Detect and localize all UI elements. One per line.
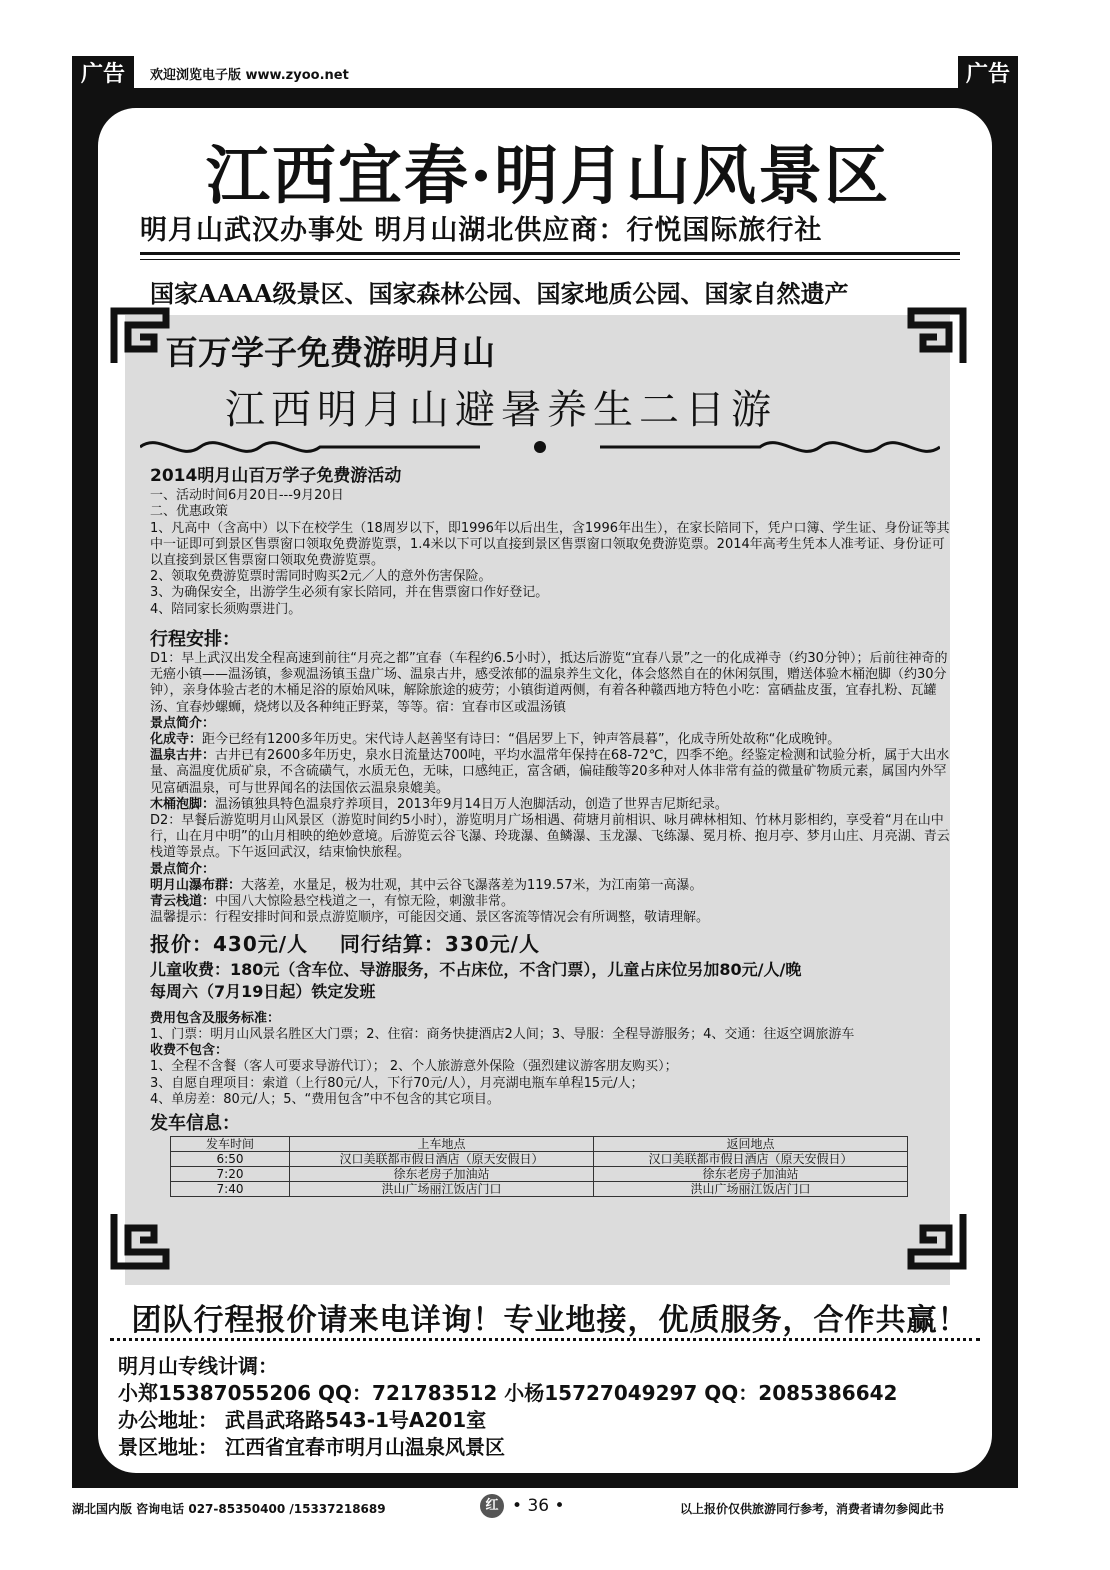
table-row [171,1182,908,1197]
excluded-line: 3、自愿自理项目：索道（上行80元/人，下行70元/人），月亮湖电瓶车单程15元/人； [150,1075,644,1091]
scenic-address: 景区地址： 江西省宜春市明月山温泉风景区 [118,1435,505,1459]
table-header: 上车地点 [290,1137,594,1152]
spot-name: 青云栈道： [150,894,216,910]
activity-line: 2、领取免费游览票时需同时购买2元／人的意外伤害保险。 [150,569,492,585]
day-2: D2：早餐后游览明月山风景区（游览时间约5小时），游览明月广场相遇、荷塘月前相识、咏月碑林相知、竹林月影相约，享受着“月在山中行，山在月中明”的山月相映的绝妙意境。后游览云谷飞瀑、玲珑瀑、鱼鳞瀑、玉龙瀑、飞练瀑、冕月桥、抱月亭、梦月山庄、月亮湖、青云栈道等景点。下午返回武汉，结束愉快旅程。 [150,813,950,861]
included-label: 费用包含及服务标准： [150,1010,281,1026]
corner-ornament-bottom-right-icon [905,1210,967,1272]
spot-name: 明月山瀑布群： [150,877,242,893]
day-1: D1：早上武汉出发全程高速到前往“月亮之都”宜春（车程约6.5小时），抵达后游览“宜春八景”之一的化成禅寺（约30分钟）；后前往神奇的无癌小镇——温汤镇，参观温汤镇玉盘广场、温泉古井，感受浓郁的温泉养生文化，体会悠然自在的休闲氛围，赠送体验木桶泡脚（约30分钟），亲身体验古老的木桶足浴的原始风味，解除旅途的疲劳；小镇街道两侧，有着各种赣西地方特色小吃：富硒盐皮蛋，宜春扎粉、瓦罐汤、宜春炒螺蛳，烧烤以及各种纯正野菜，等等。宿：宜春市区或温汤镇 [150,651,948,715]
corner-ornament-top-right-icon [905,305,967,367]
corner-ornament-bottom-left-icon [110,1210,172,1272]
site-banner[interactable]: 欢迎浏览电子版 www.zyoo.net [150,68,349,83]
spot-text: 行程安排时间和景点游览顺序，可能因交通、景区客流等情况会有所调整，敬请理解。 [215,910,710,926]
spot-item [150,748,950,797]
body-text [150,468,950,1197]
spot-name: 温馨提示： [150,910,216,926]
headline: 百万学子免费游明月山 [165,333,495,372]
table-row [171,1167,908,1182]
table-cell: 洪山广场丽江饭店门口 [594,1182,908,1197]
footer-left: 湖北国内版 咨询电话 027-85350400 /15337218689 [72,1502,386,1516]
intro-label: 景点简介： [150,715,216,731]
tour-name: 江西明月山避暑养生二日游 [225,387,777,433]
activity-title: 2014明月山百万学子免费游活动 [150,466,402,486]
table-cell: 汉口美联都市假日酒店（原天安假日） [290,1152,594,1167]
divider [140,252,960,255]
activity-line: 一、活动时间6月20日---9月20日 [150,488,344,504]
page-title: 江西宜春·明月山风景区 [205,139,891,214]
spot-text: 古井已有2600多年历史，泉水日流量达700吨，平均水温常年保持在68-72℃，四季不绝。经鉴定检测和试验分析，属于大出水量、高温度优质矿泉，不含硫磺气，水质无色，无味，口感纯正，富含硒，偏硅酸等20多种对人体非常有益的微量矿物质元素，属国内外罕见富硒温泉，可与世界闻名的法国依云温泉泉媲美。 [150,748,950,796]
spot-name: 木桶泡脚： [150,796,216,812]
schedule: 每周六（7月19日起）铁定发班 [150,981,376,1001]
activity-line: 3、为确保安全，出游学生必须有家长陪同，并在售票窗口作好登记。 [150,585,549,601]
subtitle: 明月山武汉办事处 明月山湖北供应商：行悦国际旅行社 [140,215,823,246]
divider [140,259,960,260]
table-header: 返回地点 [594,1137,908,1152]
spot-name: 化成寺： [150,732,203,748]
office-address: 办公地址： 武昌武珞路543-1号A201室 [118,1408,487,1432]
table-cell: 7:20 [171,1167,290,1182]
trade-price: 同行结算：330元/人 [339,932,540,957]
price-line [150,932,950,957]
contact-block [118,1353,988,1461]
included-text: 1、门票：明月山风景名胜区大门票；2、住宿：商务快捷酒店2人间；3、导服：全程导游服务；4、交通：往返空调旅游车 [150,1026,855,1042]
logo-char: 红 [485,1498,499,1513]
scenic-titles: 国家AAAA级景区、国家森林公园、国家地质公园、国家自然遗产 [150,279,849,308]
excluded-label: 收费不包含： [150,1043,229,1059]
activity-line: 1、凡高中（含高中）以下在校学生（18周岁以下，即1996年以后出生，含1996年出生），在家长陪同下，凭户口簿、学生证、身份证等其中一证即可到景区售票窗口领取免费游览票，1.4米以下可以直接到景区售票窗口领取免费游览票。2014年高考生凭本人准考证、身份证可以直接到景区售票窗口领取免费游览票。 [150,520,950,569]
spot-name: 温泉古井： [150,748,216,764]
slogan: 团队行程报价请来电详询！专业地接，优质服务，合作共赢！ [131,1303,969,1338]
intro-label: 景点简介： [150,861,216,877]
spot-item [150,797,950,813]
page-number-value: 36 [527,1496,550,1516]
table-header: 发车时间 [171,1137,290,1152]
departure-title: 发车信息： [150,1112,240,1134]
footer-logo-icon [480,1494,504,1518]
spot-text: 距今已经有1200多年历史。宋代诗人赵善坚有诗曰：“倡居罗上下，钟声答晨暮”，化成寺所处故称“化成晚钟。 [202,732,841,748]
swirl-divider-icon [140,432,940,462]
table-cell: 汉口美联都市假日酒店（原天安假日） [594,1152,908,1167]
corner-ornament-top-left-icon [110,305,172,367]
table-cell: 徐东老房子加油站 [290,1167,594,1182]
excluded-line: 1、全程不含餐（客人可要求导游代订）； 2、个人旅游意外保险（强烈建议游客朋友购买）； [150,1059,678,1075]
spot-item [150,894,950,910]
spot-item [150,732,950,748]
page-number: • 36 • [512,1496,565,1516]
table-header-row [171,1137,908,1152]
hotline-label: 明月山专线计调： [118,1354,278,1378]
itinerary-title: 行程安排： [150,628,240,650]
table-cell: 6:50 [171,1152,290,1167]
excluded-line: 4、单房差：80元/人；5、“费用包含”中不包含的其它项目。 [150,1091,500,1107]
retail-price: 报价：430元/人 [150,932,309,957]
footer-right: 以上报价仅供旅游同行参考，消费者请勿参阅此书 [680,1502,945,1516]
spot-item [150,878,950,894]
ad-tag-right: 广告 [958,56,1018,94]
dotted-divider [110,1338,980,1341]
table-cell: 洪山广场丽江饭店门口 [290,1182,594,1197]
contact-phones[interactable]: 小郑15387055206 QQ：721783512 小杨15727049297 QQ：2085386642 [118,1381,898,1405]
table-cell: 徐东老房子加油站 [594,1167,908,1182]
spot-text: 大落差，水量足，极为壮观，其中云谷飞瀑落差为119.57米，为江南第一高瀑。 [241,877,703,893]
activity-line: 4、陪同家长须购票进门。 [150,601,302,617]
spot-item [150,910,950,926]
table-row [171,1152,908,1167]
spot-text: 温汤镇独具特色温泉疗养项目，2013年9月14日万人泡脚活动，创造了世界吉尼斯纪录。 [215,796,728,812]
departure-table [170,1136,908,1197]
spot-text: 中国八大惊险悬空栈道之一，有惊无险，刺激非常。 [215,894,515,910]
child-price: 儿童收费：180元（含车位、导游服务，不占床位，不含门票），儿童占床位另加80元/人/晚 [150,959,802,979]
ad-tag-left: 广告 [72,56,134,94]
activity-line: 二、优惠政策 [150,504,229,520]
table-cell: 7:40 [171,1182,290,1197]
